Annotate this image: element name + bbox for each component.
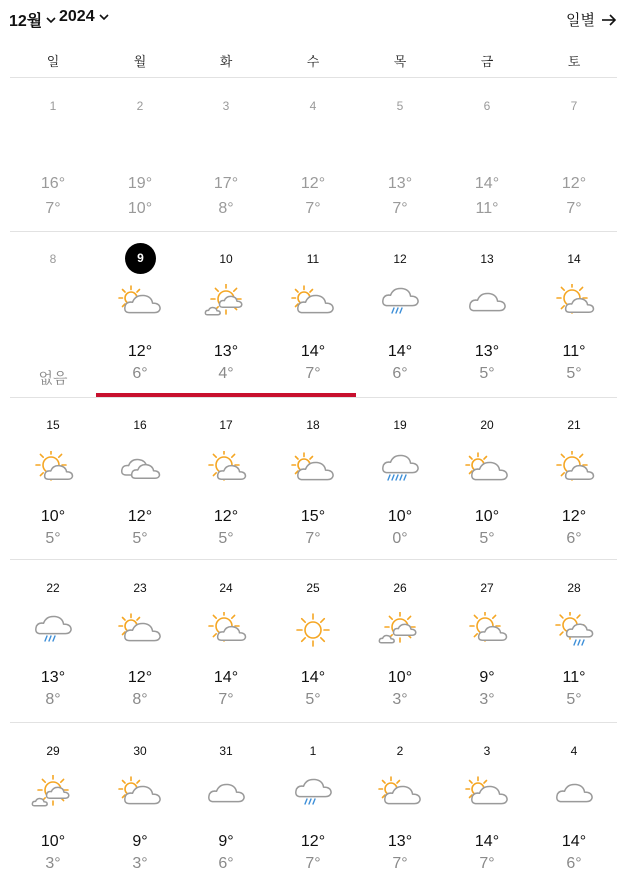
day-cell[interactable] (183, 560, 269, 722)
day-number: 2 (136, 99, 144, 113)
day-number: 24 (219, 581, 233, 595)
day-number: 12 (393, 252, 407, 266)
day-cell[interactable] (531, 79, 617, 231)
day-cell[interactable] (270, 723, 356, 884)
high-temp: 11° (562, 669, 586, 686)
high-temp: 10° (40, 833, 66, 850)
weekday-label: 토 (567, 54, 581, 69)
low-temp: 7° (305, 855, 321, 872)
day-cell[interactable] (444, 79, 530, 231)
arrow-right-icon (601, 13, 617, 27)
sunny-small-cloud-icon (378, 612, 422, 648)
cloud-icon (465, 284, 509, 320)
sunny-small-cloud-icon (31, 775, 75, 811)
high-temp: 13° (213, 343, 239, 360)
day-number: 20 (480, 418, 494, 432)
day-number: 10 (219, 252, 233, 266)
year-label: 2024 (59, 8, 95, 25)
sun-cloud-icon (552, 451, 596, 487)
day-number: 15 (46, 418, 60, 432)
high-temp: 12° (561, 175, 587, 192)
low-temp: 8° (132, 691, 148, 708)
sun-cloud-icon (204, 612, 248, 648)
daily-view-label: 일별 (566, 12, 595, 29)
day-cell[interactable] (357, 232, 443, 397)
weekday-label: 목 (393, 54, 407, 69)
daily-view-link[interactable] (566, 9, 617, 30)
low-temp: 6° (392, 365, 408, 382)
low-temp: 5° (479, 365, 495, 382)
day-number: 31 (219, 744, 233, 758)
day-cell[interactable] (531, 723, 617, 884)
low-temp: 5° (566, 691, 582, 708)
no-data-label: 없음 (38, 370, 68, 387)
high-temp: 11° (562, 343, 586, 360)
partly-cloudy-icon (291, 451, 335, 487)
week-row (10, 723, 617, 884)
day-number: 16 (133, 418, 147, 432)
low-temp: 5° (479, 530, 495, 547)
rain-icon (291, 775, 335, 811)
high-temp: 14° (474, 175, 500, 192)
low-temp: 3° (392, 691, 408, 708)
day-cell[interactable] (357, 560, 443, 722)
high-temp: 19° (127, 175, 153, 192)
day-number: 5 (396, 99, 404, 113)
day-cell[interactable] (357, 723, 443, 884)
day-cell[interactable] (357, 398, 443, 559)
selected-range-marker (96, 393, 356, 397)
high-temp: 9° (132, 833, 148, 850)
day-cell[interactable] (183, 79, 269, 231)
high-temp: 12° (300, 175, 326, 192)
low-temp: 7° (305, 530, 321, 547)
sun-rain-icon (552, 612, 596, 648)
day-number: 11 (306, 252, 320, 266)
low-temp: 10° (127, 200, 153, 217)
low-temp: 5° (566, 365, 582, 382)
low-temp: 5° (132, 530, 148, 547)
high-temp: 12° (127, 508, 153, 525)
day-cell[interactable] (10, 723, 96, 884)
day-cell[interactable] (10, 398, 96, 559)
year-selector[interactable] (59, 8, 109, 26)
month-label: 12월 (9, 13, 43, 30)
cloudy-icon (118, 451, 162, 487)
day-number: 21 (567, 418, 581, 432)
day-cell[interactable] (444, 232, 530, 397)
day-cell[interactable] (444, 723, 530, 884)
partly-cloudy-icon (465, 775, 509, 811)
partly-cloudy-icon (465, 451, 509, 487)
day-cell[interactable] (97, 79, 183, 231)
low-temp: 3° (479, 691, 495, 708)
high-temp: 9° (479, 669, 495, 686)
day-cell[interactable] (10, 232, 96, 397)
partly-cloudy-icon (291, 284, 335, 320)
high-temp: 14° (300, 343, 326, 360)
weekday-label: 화 (219, 54, 233, 69)
high-temp: 14° (300, 669, 326, 686)
partly-cloudy-icon (118, 284, 162, 320)
day-cell[interactable] (444, 560, 530, 722)
partly-cloudy-icon (118, 775, 162, 811)
day-number: 17 (219, 418, 233, 432)
week-row (10, 560, 617, 723)
day-number: 29 (46, 744, 60, 758)
day-cell[interactable] (183, 232, 269, 397)
day-number: 22 (46, 581, 60, 595)
high-temp: 10° (40, 508, 66, 525)
day-number: 1 (49, 99, 57, 113)
low-temp: 3° (45, 855, 61, 872)
day-number: 19 (393, 418, 407, 432)
high-temp: 13° (40, 669, 66, 686)
calendar-header (0, 0, 629, 40)
day-number: 18 (306, 418, 320, 432)
day-number: 7 (570, 99, 578, 113)
week-row (10, 398, 617, 560)
high-temp: 12° (127, 343, 153, 360)
cloud-icon (552, 775, 596, 811)
low-temp: 3° (132, 855, 148, 872)
low-temp: 6° (218, 855, 234, 872)
high-temp: 17° (213, 175, 239, 192)
day-cell[interactable] (10, 560, 96, 722)
low-temp: 6° (566, 530, 582, 547)
low-temp: 6° (566, 855, 582, 872)
sunny-small-cloud-icon (204, 284, 248, 320)
low-temp: 5° (305, 691, 321, 708)
chevron-down-icon (46, 16, 56, 24)
day-cell[interactable] (270, 560, 356, 722)
low-temp: 8° (218, 200, 234, 217)
weekday-header-row (10, 40, 617, 78)
day-number: 3 (222, 99, 230, 113)
today-date-badge: 9 (125, 243, 156, 274)
low-temp: 5° (45, 530, 61, 547)
week-row (10, 79, 617, 232)
high-temp: 13° (474, 343, 500, 360)
low-temp: 7° (45, 200, 61, 217)
low-temp: 7° (392, 200, 408, 217)
high-temp: 15° (300, 508, 326, 525)
low-temp: 7° (566, 200, 582, 217)
day-number: 27 (480, 581, 494, 595)
low-temp: 8° (45, 691, 61, 708)
day-cell[interactable] (97, 560, 183, 722)
weekday-label: 일 (46, 54, 60, 69)
high-temp: 9° (218, 833, 234, 850)
day-cell[interactable] (531, 398, 617, 559)
day-cell[interactable] (444, 398, 530, 559)
day-number: 28 (567, 581, 581, 595)
high-temp: 10° (474, 508, 500, 525)
cloud-icon (204, 775, 248, 811)
weekday-label: 월 (133, 54, 147, 69)
day-number: 3 (483, 744, 491, 758)
high-temp: 14° (561, 833, 587, 850)
high-temp: 10° (387, 669, 413, 686)
heavy-rain-icon (378, 451, 422, 487)
sun-icon (291, 612, 335, 648)
low-temp: 7° (392, 855, 408, 872)
day-number: 4 (309, 99, 317, 113)
day-cell[interactable] (531, 232, 617, 397)
low-temp: 7° (305, 365, 321, 382)
day-number: 8 (49, 252, 57, 266)
low-temp: 7° (479, 855, 495, 872)
partly-cloudy-icon (378, 775, 422, 811)
day-number: 26 (393, 581, 407, 595)
low-temp: 11° (475, 200, 499, 217)
high-temp: 14° (213, 669, 239, 686)
low-temp: 0° (392, 530, 408, 547)
day-cell[interactable] (183, 398, 269, 559)
day-cell[interactable] (10, 79, 96, 231)
low-temp: 5° (218, 530, 234, 547)
chevron-down-icon (99, 13, 109, 21)
day-cell[interactable] (97, 723, 183, 884)
sun-cloud-icon (204, 451, 248, 487)
day-number: 25 (306, 581, 320, 595)
weekday-label: 금 (480, 54, 494, 69)
day-number: 1 (309, 744, 317, 758)
partly-cloudy-icon (118, 612, 162, 648)
day-number: 2 (396, 744, 404, 758)
sun-cloud-icon (552, 284, 596, 320)
day-cell[interactable] (531, 560, 617, 722)
low-temp: 7° (305, 200, 321, 217)
day-cell[interactable] (183, 723, 269, 884)
day-number: 23 (133, 581, 147, 595)
day-cell[interactable] (97, 398, 183, 559)
day-number: 4 (570, 744, 578, 758)
day-number: 14 (567, 252, 581, 266)
high-temp: 14° (387, 343, 413, 360)
day-cell[interactable] (270, 79, 356, 231)
weekday-label: 수 (306, 54, 320, 69)
low-temp: 7° (218, 691, 234, 708)
high-temp: 13° (387, 175, 413, 192)
high-temp: 16° (40, 175, 66, 192)
high-temp: 12° (127, 669, 153, 686)
high-temp: 13° (387, 833, 413, 850)
high-temp: 12° (213, 508, 239, 525)
day-cell[interactable] (357, 79, 443, 231)
month-selector[interactable] (9, 8, 56, 31)
low-temp: 4° (218, 365, 234, 382)
rain-icon (31, 612, 75, 648)
low-temp: 6° (132, 365, 148, 382)
rain-icon (378, 284, 422, 320)
sun-cloud-icon (31, 451, 75, 487)
high-temp: 14° (474, 833, 500, 850)
day-cell[interactable] (97, 232, 183, 397)
week-row (10, 232, 617, 398)
high-temp: 10° (387, 508, 413, 525)
high-temp: 12° (561, 508, 587, 525)
sun-cloud-icon (465, 612, 509, 648)
day-cell[interactable] (270, 232, 356, 397)
day-number: 13 (480, 252, 494, 266)
day-number: 6 (483, 99, 491, 113)
day-number: 30 (133, 744, 147, 758)
high-temp: 12° (300, 833, 326, 850)
day-cell[interactable] (270, 398, 356, 559)
